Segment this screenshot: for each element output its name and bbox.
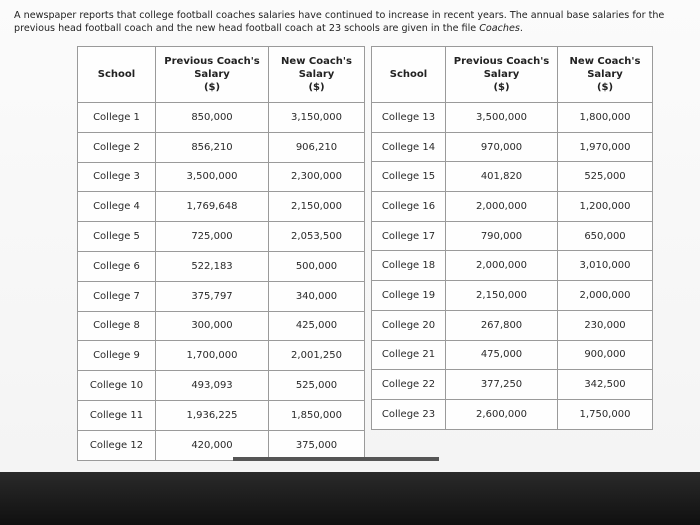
table-body-left xyxy=(78,103,365,461)
salary-table-right xyxy=(371,46,653,430)
statement-text: A newspaper reports that college football coaches salaries have continued to increase in recent years. The annual base salaries for the previous head football coach and the new head football coach at 23 schools are given in the file xyxy=(14,10,665,34)
cell-school: College 12 xyxy=(78,430,156,460)
cell-school: College 23 xyxy=(372,399,446,429)
cell-previous-salary: 856,210 xyxy=(156,132,269,162)
cell-previous-salary: 3,500,000 xyxy=(446,103,558,133)
cell-school: College 10 xyxy=(78,371,156,401)
cell-new-salary: 1,800,000 xyxy=(558,103,653,133)
table-header-row xyxy=(78,47,365,103)
problem-statement xyxy=(14,9,690,35)
cell-school: College 20 xyxy=(372,310,446,340)
cell-previous-salary: 2,600,000 xyxy=(446,399,558,429)
table-row xyxy=(372,221,653,251)
cell-new-salary: 1,750,000 xyxy=(558,399,653,429)
cell-new-salary: 3,150,000 xyxy=(269,103,365,133)
cell-new-salary: 2,150,000 xyxy=(269,192,365,222)
cell-previous-salary: 970,000 xyxy=(446,132,558,162)
cell-school: College 22 xyxy=(372,370,446,400)
cell-previous-salary: 267,800 xyxy=(446,310,558,340)
cell-new-salary: 900,000 xyxy=(558,340,653,370)
cell-new-salary: 525,000 xyxy=(269,371,365,401)
cell-school: College 21 xyxy=(372,340,446,370)
cell-school: College 1 xyxy=(78,103,156,133)
cell-previous-salary: 3,500,000 xyxy=(156,162,269,192)
cell-school: College 7 xyxy=(78,281,156,311)
cell-new-salary: 1,850,000 xyxy=(269,400,365,430)
table-row xyxy=(372,340,653,370)
table-row xyxy=(78,430,365,460)
header-previous-salary: Previous Coach's Salary ($) xyxy=(446,47,558,103)
cell-new-salary: 340,000 xyxy=(269,281,365,311)
cell-school: College 6 xyxy=(78,251,156,281)
cell-new-salary: 1,970,000 xyxy=(558,132,653,162)
cell-previous-salary: 420,000 xyxy=(156,430,269,460)
cell-school: College 17 xyxy=(372,221,446,251)
cell-previous-salary: 725,000 xyxy=(156,222,269,252)
header-new-salary: New Coach's Salary ($) xyxy=(558,47,653,103)
cell-previous-salary: 377,250 xyxy=(446,370,558,400)
cell-previous-salary: 2,150,000 xyxy=(446,281,558,311)
table-row xyxy=(78,132,365,162)
cell-school: College 11 xyxy=(78,400,156,430)
cell-previous-salary: 850,000 xyxy=(156,103,269,133)
bottom-dark-band xyxy=(0,472,700,525)
table-row xyxy=(78,341,365,371)
cell-previous-salary: 1,700,000 xyxy=(156,341,269,371)
table-row xyxy=(78,371,365,401)
cell-new-salary: 2,300,000 xyxy=(269,162,365,192)
table-body-right xyxy=(372,103,653,430)
cell-new-salary: 500,000 xyxy=(269,251,365,281)
cell-previous-salary: 2,000,000 xyxy=(446,251,558,281)
cell-new-salary: 2,000,000 xyxy=(558,281,653,311)
statement-end: . xyxy=(519,23,523,34)
cell-previous-salary: 493,093 xyxy=(156,371,269,401)
table-row xyxy=(372,281,653,311)
cell-school: College 14 xyxy=(372,132,446,162)
cell-new-salary: 906,210 xyxy=(269,132,365,162)
cell-previous-salary: 475,000 xyxy=(446,340,558,370)
cell-school: College 16 xyxy=(372,192,446,222)
cell-new-salary: 650,000 xyxy=(558,221,653,251)
header-school: School xyxy=(372,47,446,103)
table-row xyxy=(78,103,365,133)
table-row xyxy=(78,311,365,341)
cell-school: College 3 xyxy=(78,162,156,192)
header-previous-salary: Previous Coach's Salary ($) xyxy=(156,47,269,103)
cell-previous-salary: 1,936,225 xyxy=(156,400,269,430)
cell-school: College 2 xyxy=(78,132,156,162)
cell-school: College 4 xyxy=(78,192,156,222)
cell-previous-salary: 1,769,648 xyxy=(156,192,269,222)
table-row xyxy=(372,162,653,192)
cell-new-salary: 425,000 xyxy=(269,311,365,341)
table-header-row xyxy=(372,47,653,103)
cell-new-salary: 1,200,000 xyxy=(558,192,653,222)
table-row xyxy=(78,400,365,430)
cell-school: College 15 xyxy=(372,162,446,192)
cell-new-salary: 2,053,500 xyxy=(269,222,365,252)
cell-school: College 9 xyxy=(78,341,156,371)
cell-new-salary: 525,000 xyxy=(558,162,653,192)
cell-previous-salary: 790,000 xyxy=(446,221,558,251)
table-row xyxy=(372,399,653,429)
cell-new-salary: 230,000 xyxy=(558,310,653,340)
table-row xyxy=(78,281,365,311)
table-row xyxy=(372,103,653,133)
cell-school: College 8 xyxy=(78,311,156,341)
header-new-salary: New Coach's Salary ($) xyxy=(269,47,365,103)
table-row xyxy=(372,370,653,400)
table-row xyxy=(78,192,365,222)
table-row xyxy=(78,222,365,252)
cell-previous-salary: 375,797 xyxy=(156,281,269,311)
cell-previous-salary: 401,820 xyxy=(446,162,558,192)
table-row xyxy=(372,251,653,281)
divider-bar xyxy=(233,457,439,461)
cell-school: College 18 xyxy=(372,251,446,281)
cell-new-salary: 375,000 xyxy=(269,430,365,460)
cell-previous-salary: 2,000,000 xyxy=(446,192,558,222)
cell-previous-salary: 522,183 xyxy=(156,251,269,281)
header-school: School xyxy=(78,47,156,103)
table-row xyxy=(78,162,365,192)
cell-new-salary: 2,001,250 xyxy=(269,341,365,371)
cell-previous-salary: 300,000 xyxy=(156,311,269,341)
table-row xyxy=(372,192,653,222)
cell-school: College 5 xyxy=(78,222,156,252)
salary-table-left xyxy=(77,46,365,461)
table-row xyxy=(372,132,653,162)
table-row xyxy=(78,251,365,281)
table-row xyxy=(372,310,653,340)
cell-school: College 19 xyxy=(372,281,446,311)
cell-new-salary: 342,500 xyxy=(558,370,653,400)
cell-new-salary: 3,010,000 xyxy=(558,251,653,281)
file-name: Coaches xyxy=(479,23,520,34)
cell-school: College 13 xyxy=(372,103,446,133)
